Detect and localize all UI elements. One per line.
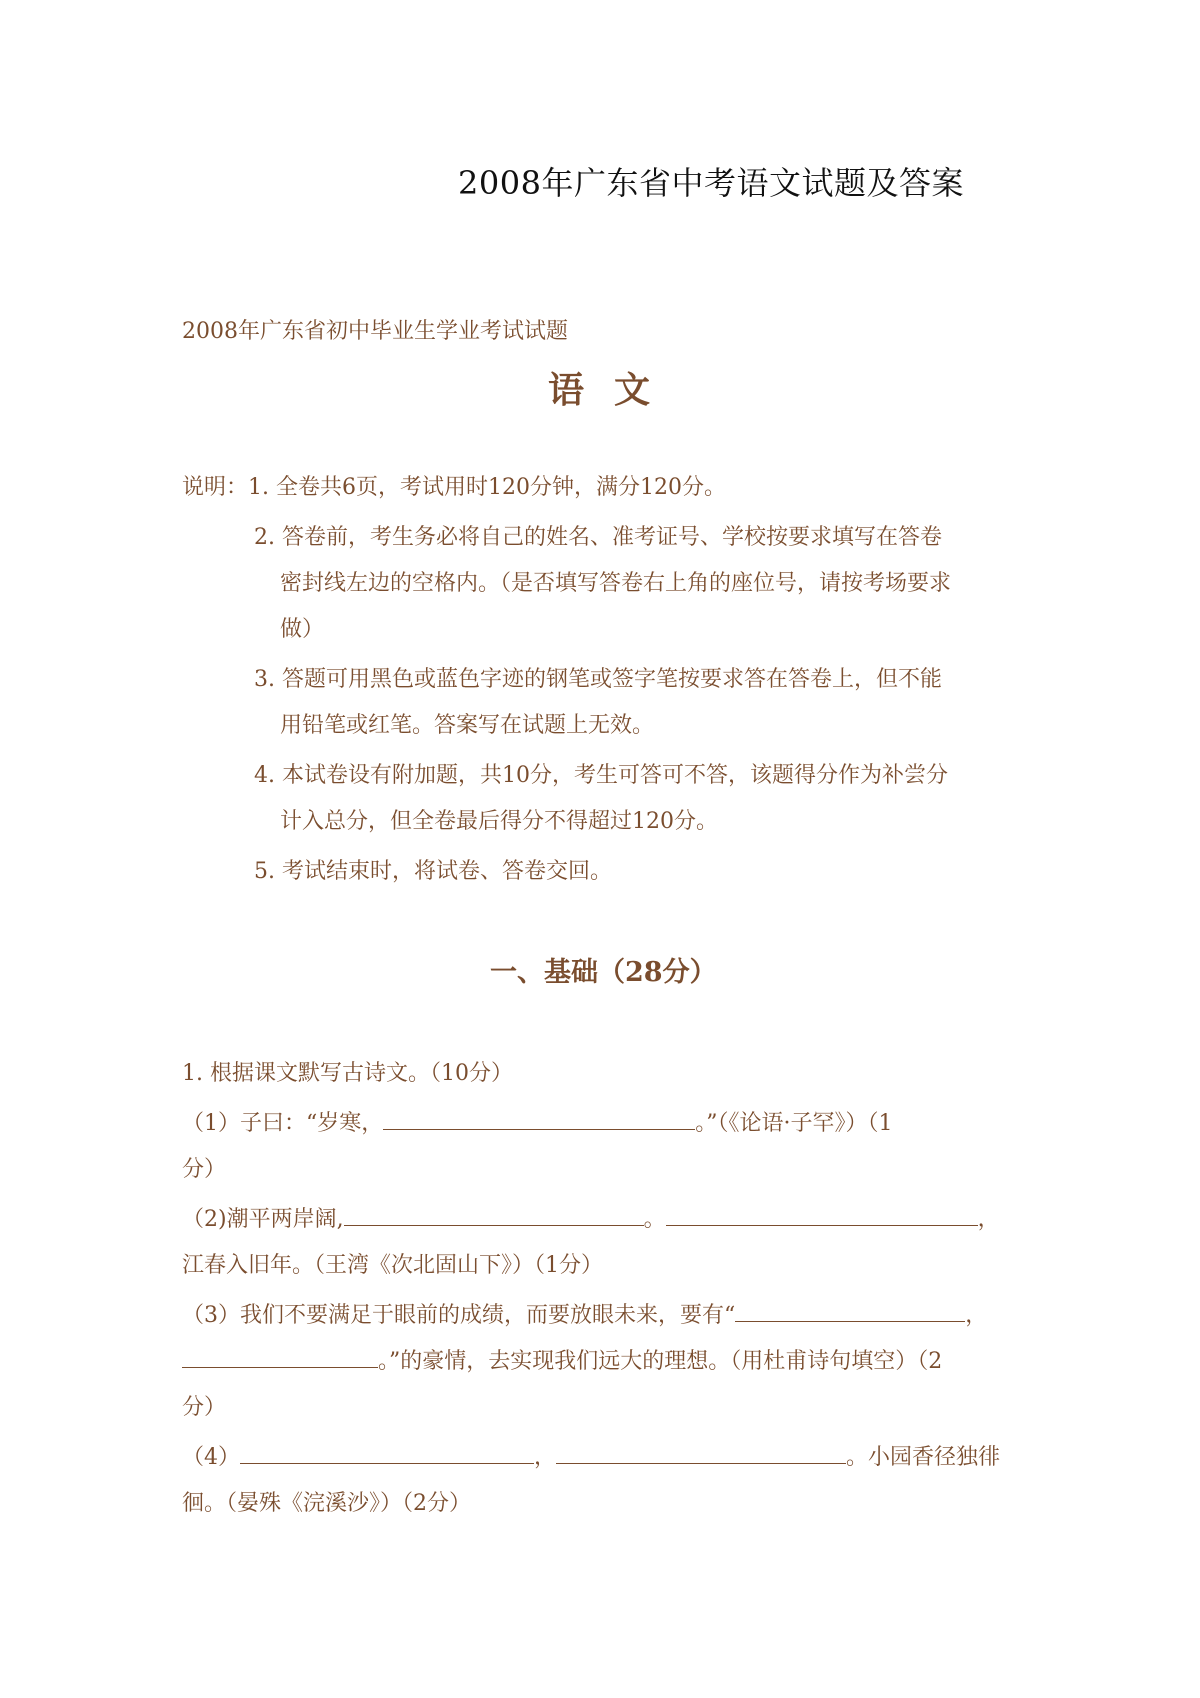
instruction-item: 4. 本试卷设有附加题，共10分，考生可答可不答，该题得分作为补尝分 bbox=[254, 763, 948, 788]
question-text: （2)潮平两岸阔, bbox=[182, 1207, 344, 1232]
instruction-item-continued: 密封线左边的空格内。（是否填写答卷右上角的座位号，请按考场要求 bbox=[280, 571, 952, 596]
question-text: （4） bbox=[182, 1445, 240, 1470]
instructions-line-1 bbox=[182, 470, 726, 501]
instruction-item: 3. 答题可用黑色或蓝色字迹的钢笔或签字笔按要求答在答卷上，但不能 bbox=[254, 667, 942, 692]
answer-blank[interactable] bbox=[383, 1107, 695, 1130]
answer-blank[interactable] bbox=[735, 1299, 965, 1322]
question-1-2 bbox=[182, 1202, 1000, 1233]
answer-blank[interactable] bbox=[666, 1203, 978, 1226]
question-text-continued: 分） bbox=[182, 1157, 227, 1182]
question-text: （1）子曰：“岁寒， bbox=[182, 1111, 384, 1136]
instruction-item-continued: 做） bbox=[280, 617, 325, 642]
exam-subtitle: 2008年广东省初中毕业生学业考试试题 bbox=[182, 319, 568, 344]
answer-blank[interactable] bbox=[344, 1203, 644, 1226]
question-text: 。 bbox=[643, 1207, 666, 1232]
instruction-item: 5. 考试结束时，将试卷、答卷交回。 bbox=[254, 859, 612, 884]
question-1-4 bbox=[182, 1440, 1000, 1471]
question-text: ， bbox=[534, 1445, 557, 1470]
question-text: ， bbox=[977, 1207, 1000, 1232]
section-heading: 一、基础（28分） bbox=[490, 957, 717, 988]
question-1-3-line-2 bbox=[182, 1344, 942, 1375]
question-text: （3）我们不要满足于眼前的成绩，而要放眼未来，要有“ bbox=[182, 1303, 736, 1328]
question-1-intro: 1. 根据课文默写古诗文。（10分） bbox=[182, 1061, 513, 1086]
instruction-item-continued: 用铅笔或红笔。答案写在试题上无效。 bbox=[280, 713, 655, 738]
question-text-continued: 分） bbox=[182, 1395, 227, 1420]
question-text: 。小园香径独徘 bbox=[846, 1445, 1001, 1470]
answer-blank[interactable] bbox=[240, 1441, 534, 1464]
answer-blank[interactable] bbox=[556, 1441, 846, 1464]
question-text: 。”（《论语·子罕》）（1 bbox=[695, 1111, 893, 1136]
question-1-3 bbox=[182, 1298, 987, 1329]
question-text-continued: 徊。（晏殊《浣溪沙》）（2分） bbox=[182, 1491, 471, 1516]
instructions-label: 说明： bbox=[182, 475, 249, 500]
instruction-item: 1. 全卷共6页，考试用时120分钟，满分120分。 bbox=[248, 475, 726, 500]
instruction-item: 2. 答卷前，考生务必将自己的姓名、准考证号、学校按要求填写在答卷 bbox=[254, 525, 942, 550]
question-text-continued: 江春入旧年。（王湾《次北固山下》）（1分） bbox=[182, 1253, 603, 1278]
question-text: ， bbox=[965, 1303, 988, 1328]
answer-blank[interactable] bbox=[182, 1345, 378, 1368]
question-text: 。”的豪情，去实现我们远大的理想。（用杜甫诗句填空）（2 bbox=[378, 1349, 943, 1374]
subject-heading: 语文 bbox=[548, 369, 681, 411]
document-title: 2008年广东省中考语文试题及答案 bbox=[458, 164, 964, 202]
question-1-1 bbox=[182, 1106, 893, 1137]
instruction-item-continued: 计入总分，但全卷最后得分不得超过120分。 bbox=[280, 809, 718, 834]
